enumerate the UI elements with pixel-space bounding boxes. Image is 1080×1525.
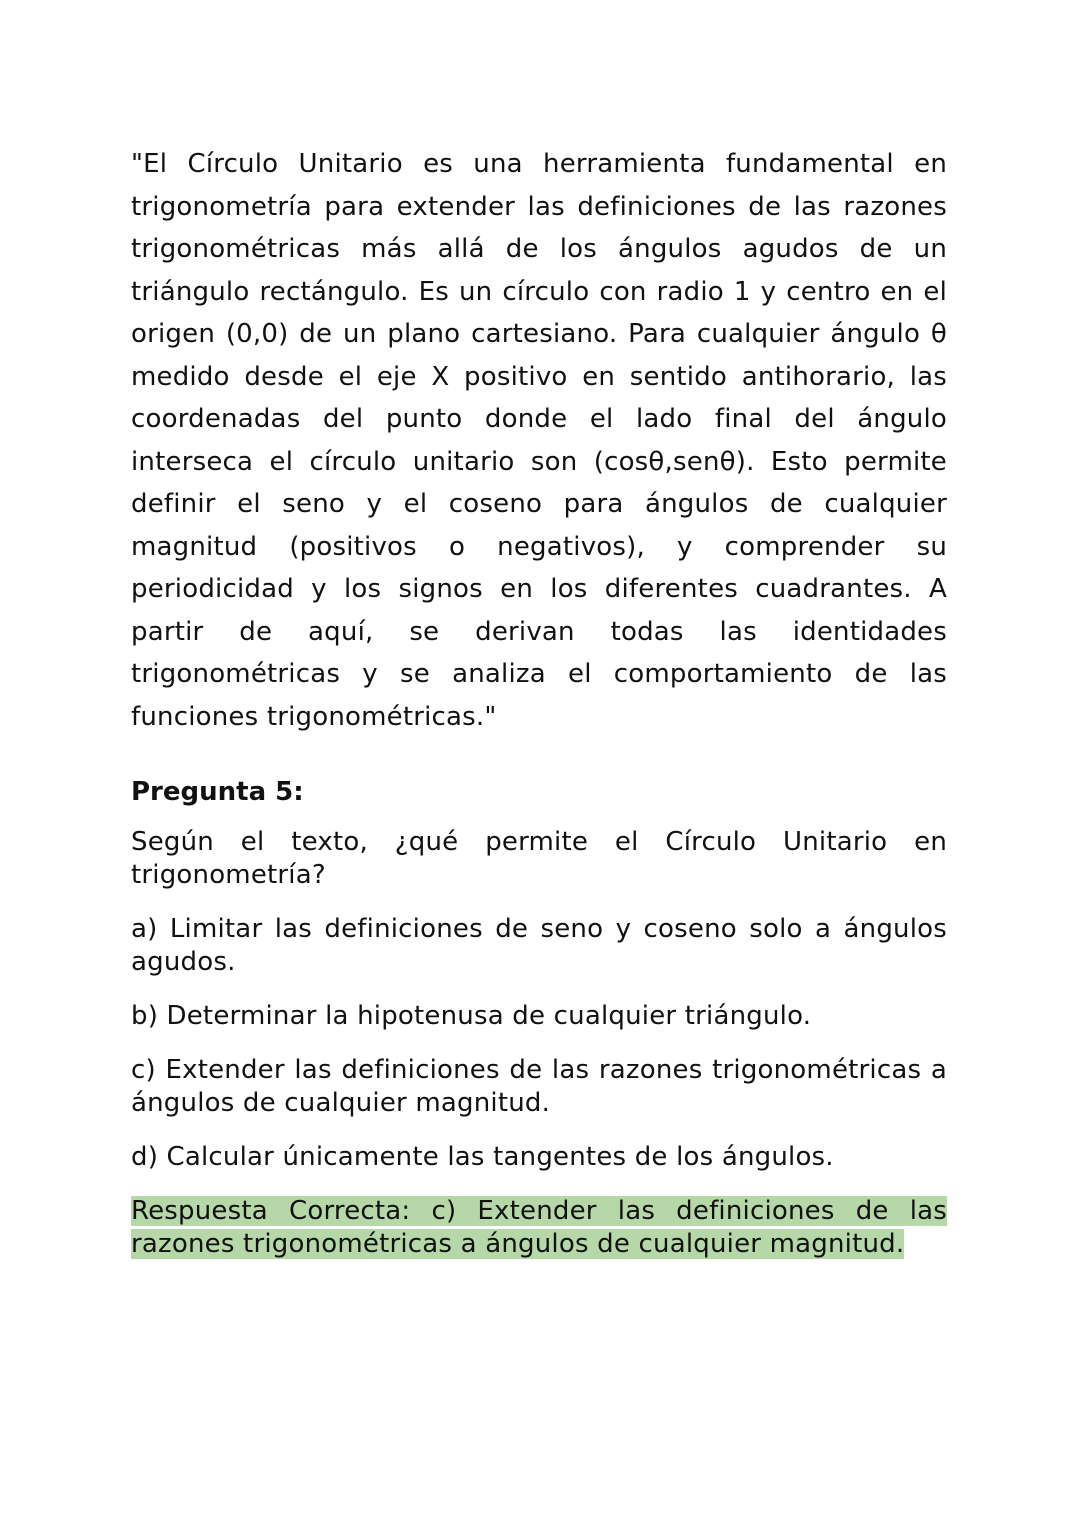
answer-highlight: Respuesta Correcta: c) Extender las definiciones de las razones trigonométricas a ángulos de cualquier magnitud. bbox=[131, 1196, 947, 1259]
question-text: Según el texto, ¿qué permite el Círculo Unitario en trigonometría? bbox=[131, 827, 947, 890]
question-heading: Pregunta 5: bbox=[131, 777, 304, 807]
option-b: b) Determinar la hipotenusa de cualquier triángulo. bbox=[131, 1001, 812, 1031]
correct-answer bbox=[131, 1195, 947, 1261]
passage-text: "El Círculo Unitario es una herramienta fundamental en trigonometría para extender las definiciones de las razones trigonométricas más allá de los ángulos agudos de un triángulo rectángulo. Es un círculo con radio 1 y centro en el origen (0,0) de un plano cartesiano. Para cualquier ángulo θ medido desde el eje X positivo en sentido antihorario, las coordenadas del punto donde el lado final del ángulo interseca el círculo unitario son (cosθ,senθ). Esto permite definir el seno y el coseno para ángulos de cualquier magnitud (positivos o negativos), y comprender su periodicidad y los signos en los diferentes cuadrantes. A partir de aquí, se derivan todas las identidades trigonométricas y se analiza el comportamiento de las funciones trigonométricas." bbox=[131, 149, 947, 732]
option-a: a) Limitar las definiciones de seno y coseno solo a ángulos agudos. bbox=[131, 914, 947, 977]
document-page bbox=[131, 143, 947, 1261]
option-c: c) Extender las definiciones de las razones trigonométricas a ángulos de cualquier magnitud. bbox=[131, 1055, 947, 1118]
option-d: d) Calcular únicamente las tangentes de los ángulos. bbox=[131, 1142, 834, 1172]
